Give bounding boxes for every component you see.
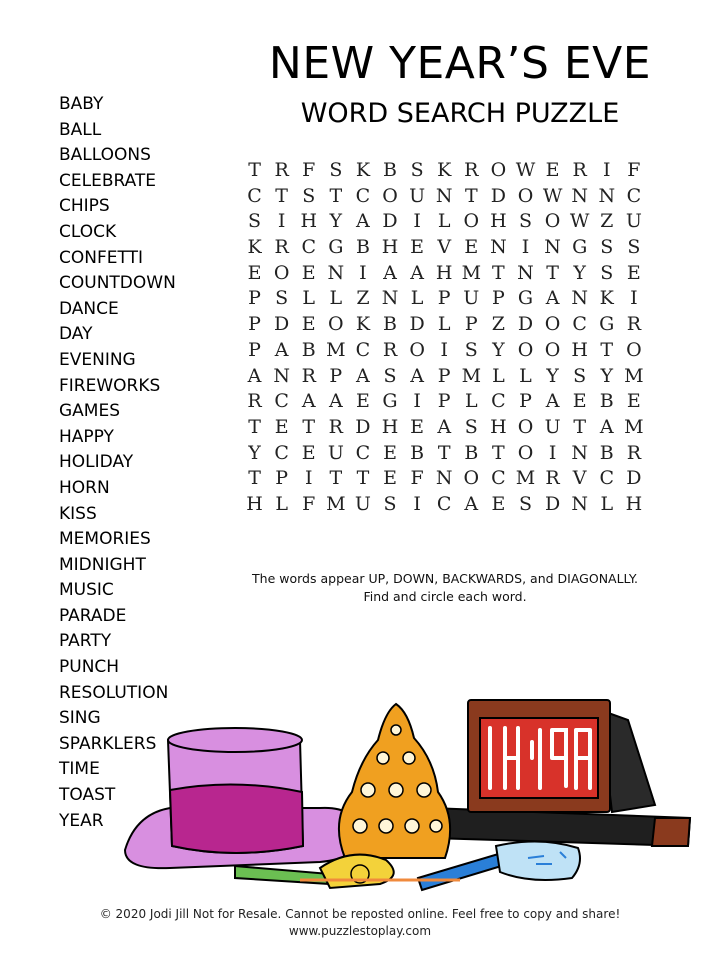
word-list-item: MUSIC	[59, 580, 114, 601]
grid-letter: Y	[600, 364, 614, 387]
grid-letter: B	[301, 338, 316, 361]
grid-letter: G	[599, 313, 615, 336]
grid-letter: R	[328, 415, 343, 438]
word-list-item: MIDNIGHT	[59, 554, 146, 575]
grid-letter: C	[626, 184, 642, 207]
grid-letter: K	[437, 159, 452, 181]
grid-letter: T	[248, 415, 261, 438]
grid-letter: N	[571, 287, 588, 310]
word-list-item: HORN	[59, 477, 110, 498]
grid-letter: I	[603, 159, 611, 181]
grid-letter: R	[274, 236, 289, 259]
grid-letter: O	[544, 338, 561, 361]
grid-letter: N	[571, 441, 588, 464]
grid-letter: E	[572, 390, 587, 413]
grid-letter: H	[571, 338, 588, 361]
grid-letter: I	[413, 492, 421, 515]
grid-letter: P	[519, 390, 532, 413]
grid-letter: T	[248, 467, 261, 490]
grid-letter: O	[626, 338, 642, 361]
word-list-item: BALLOONS	[59, 145, 151, 166]
word-list-item: CONFETTI	[59, 247, 143, 268]
grid-letter: K	[247, 236, 262, 259]
word-list-item: TOAST	[59, 785, 116, 806]
grid-letter: E	[301, 313, 316, 336]
grid-letter: W	[569, 210, 590, 233]
grid-letter: F	[627, 159, 641, 181]
grid-letter: H	[490, 415, 507, 438]
grid-letter: G	[572, 236, 588, 259]
grid-letter: Y	[329, 210, 343, 233]
grid-letter: A	[410, 261, 424, 284]
grid-letter: N	[327, 261, 345, 284]
grid-letter: M	[624, 415, 644, 438]
grid-letter: D	[355, 415, 371, 438]
grid-letter: O	[409, 338, 425, 361]
grid-letter: P	[437, 364, 451, 387]
grid-letter: P	[275, 467, 289, 490]
grid-letter: T	[275, 184, 288, 207]
grid-letter: R	[545, 467, 560, 490]
grid-letter: D	[517, 313, 534, 336]
grid-letter: H	[246, 492, 263, 515]
word-list-item: PARTY	[59, 631, 112, 652]
grid-letter: A	[383, 261, 397, 284]
grid-letter: H	[381, 415, 399, 438]
grid-letter: K	[355, 313, 371, 336]
grid-letter: O	[328, 313, 344, 336]
grid-letter: E	[274, 415, 289, 438]
grid-letter: N	[517, 261, 534, 284]
grid-letter: I	[521, 236, 530, 259]
grid-letter: L	[410, 287, 424, 310]
grid-letter: M	[515, 467, 536, 490]
word-list-item: RESOLUTION	[59, 682, 169, 703]
grid-letter: S	[383, 364, 397, 387]
grid-letter: L	[275, 492, 288, 515]
grid-letter: W	[542, 184, 563, 207]
grid-letter: L	[329, 287, 343, 310]
grid-letter: S	[518, 210, 532, 233]
grid-letter: L	[519, 364, 532, 387]
word-list-item: CELEBRATE	[59, 170, 157, 191]
grid-letter: O	[517, 184, 534, 207]
cookie-tower	[339, 704, 450, 858]
grid-letter: N	[273, 364, 290, 387]
grid-letter: G	[517, 287, 534, 310]
grid-letter: Y	[248, 441, 261, 464]
grid-letter: O	[382, 184, 398, 207]
word-list-item: MEMORIES	[59, 529, 151, 550]
word-list-item: BABY	[59, 94, 104, 114]
footer	[0, 906, 720, 940]
grid-letter: E	[383, 467, 397, 490]
grid-letter: N	[598, 184, 616, 207]
grid-letter: U	[354, 492, 371, 515]
grid-letter: C	[247, 184, 262, 207]
grid-letter: G	[382, 390, 398, 413]
word-list-item: CLOCK	[59, 221, 117, 242]
grid-letter: N	[544, 236, 561, 259]
puzzle-title: NEW YEAR’S EVE	[268, 38, 652, 89]
grid-letter: L	[302, 287, 316, 310]
grid-letter: H	[625, 492, 643, 515]
grid-letter: O	[517, 415, 534, 438]
grid-letter: T	[248, 159, 261, 181]
grid-letter: E	[301, 261, 316, 284]
instructions-line-1: The words appear UP, DOWN, BACKWARDS, and DIAGONALLY.	[252, 571, 638, 586]
grid-letter: S	[573, 364, 587, 387]
grid-letter: A	[464, 492, 479, 515]
copyright-text: © 2020 Jodi Jill Not for Resale. Cannot be reposted online. Feel free to copy and share!	[99, 907, 621, 921]
grid-letter: P	[437, 287, 451, 310]
word-list-item: EVENING	[59, 349, 136, 370]
grid-letter: A	[274, 338, 289, 361]
grid-letter: D	[274, 313, 290, 336]
word-list-item: FIREWORKS	[59, 375, 161, 396]
grid-letter: F	[410, 467, 424, 490]
instructions-line-2: Find and circle each word.	[363, 589, 527, 604]
grid-letter: T	[437, 441, 451, 464]
grid-letter: B	[464, 441, 479, 464]
grid-letter: U	[463, 287, 480, 310]
grid-letter: Z	[356, 287, 370, 310]
grid-letter: P	[437, 390, 451, 413]
word-list-item: BALL	[59, 119, 102, 140]
word-list-item: KISS	[59, 503, 97, 524]
grid-letter: T	[573, 415, 587, 438]
grid-letter: N	[435, 184, 453, 207]
grid-letter: C	[599, 467, 615, 490]
grid-letter: A	[247, 364, 262, 387]
digital-clock	[468, 700, 655, 812]
grid-letter: S	[275, 287, 289, 310]
grid-letter: S	[410, 159, 424, 181]
grid-letter: O	[490, 159, 507, 181]
grid-letter: C	[436, 492, 452, 515]
grid-letter: P	[464, 313, 478, 336]
grid-letter: L	[464, 390, 478, 413]
clock-digits	[490, 728, 590, 788]
grid-letter: T	[600, 338, 614, 361]
grid-letter: C	[274, 441, 289, 464]
grid-letter: H	[300, 210, 318, 233]
grid-letter: A	[437, 415, 452, 438]
word-list-item: HAPPY	[59, 426, 114, 447]
grid-letter: B	[355, 236, 370, 259]
grid-letter: E	[626, 390, 641, 413]
word-list-item: SPARKLERS	[59, 733, 157, 754]
grid-letter: H	[381, 236, 399, 259]
puzzle-subtitle: WORD SEARCH PUZZLE	[300, 98, 620, 129]
grid-letter: B	[383, 313, 397, 336]
grid-letter: S	[518, 492, 532, 515]
word-list-item: GAMES	[59, 401, 121, 422]
grid-letter: K	[599, 287, 614, 310]
grid-letter: M	[461, 261, 482, 284]
grid-letter: E	[301, 441, 316, 464]
grid-letter: C	[572, 313, 587, 336]
grid-letter: D	[626, 467, 642, 490]
grid-letter: B	[599, 390, 614, 413]
grid-letter: I	[548, 441, 557, 464]
grid-letter: R	[382, 338, 398, 361]
grid-letter: C	[274, 390, 289, 413]
grid-letter: N	[571, 184, 588, 207]
grid-letter: S	[627, 236, 641, 259]
grid-letter: T	[329, 184, 343, 207]
grid-letter: I	[277, 210, 286, 233]
grid-letter: O	[544, 313, 561, 336]
grid-letter: C	[491, 467, 506, 490]
grid-letter: I	[413, 390, 421, 413]
grid-letter: A	[328, 390, 343, 413]
grid-letter: R	[626, 441, 642, 464]
grid-letter: C	[355, 338, 371, 361]
grid-letter: T	[464, 184, 478, 207]
grid-letter: D	[382, 210, 398, 233]
grid-letter: M	[461, 364, 482, 387]
grid-letter: E	[355, 390, 370, 413]
grid-letter: E	[410, 236, 425, 259]
grid-letter: S	[383, 492, 397, 515]
grid-letter: L	[600, 492, 614, 515]
grid-letter: I	[440, 338, 448, 361]
grid-letter: T	[492, 441, 505, 464]
grid-letter: E	[626, 261, 641, 284]
grid-letter: C	[301, 236, 316, 259]
grid-letter: T	[356, 467, 370, 490]
word-list-item: HOLIDAY	[59, 452, 134, 473]
grid-letter: C	[491, 390, 506, 413]
grid-letter: D	[490, 184, 506, 207]
grid-letter: M	[326, 492, 346, 515]
grid-letter: R	[274, 159, 289, 181]
grid-letter: P	[248, 313, 261, 336]
grid-letter: V	[572, 467, 587, 490]
grid-letter: I	[304, 467, 313, 490]
grid-letter: O	[463, 467, 480, 490]
word-list-item: PUNCH	[59, 657, 120, 678]
grid-letter: B	[599, 441, 614, 464]
grid-letter: B	[383, 159, 397, 181]
grid-letter: U	[625, 210, 642, 233]
top-hat	[125, 728, 360, 868]
grid-letter: R	[572, 159, 587, 181]
grid-letter: Z	[491, 313, 505, 336]
grid-letter: O	[273, 261, 290, 284]
grid-letter: I	[630, 287, 638, 310]
base-end	[652, 818, 690, 846]
grid-letter: G	[328, 236, 344, 259]
grid-letter: U	[409, 184, 426, 207]
grid-letter: A	[545, 287, 560, 310]
website-url: www.puzzlestoplay.com	[288, 924, 432, 938]
grid-letter: U	[544, 415, 561, 438]
word-list-item: YEAR	[59, 810, 104, 831]
clock-base	[430, 808, 690, 846]
grid-letter: T	[546, 261, 559, 284]
grid-letter: P	[329, 364, 343, 387]
word-list-item: CHIPS	[59, 196, 110, 217]
grid-letter: W	[515, 159, 536, 181]
grid-letter: S	[302, 184, 316, 207]
grid-letter: N	[381, 287, 399, 310]
grid-letter: E	[383, 441, 397, 464]
grid-letter: P	[248, 338, 261, 361]
grid-letter: S	[248, 210, 262, 233]
grid-letter: N	[490, 236, 507, 259]
word-list-item: TIME	[59, 759, 100, 780]
grid-letter: R	[626, 313, 642, 336]
word-list-item: COUNTDOWN	[59, 273, 176, 294]
grid-letter: H	[490, 210, 507, 233]
grid-letter: C	[355, 441, 371, 464]
grid-letter: Y	[492, 338, 505, 361]
base-bar	[430, 808, 690, 846]
grid-letter: S	[600, 261, 614, 284]
word-list-item: DANCE	[59, 298, 119, 319]
grid-letter: M	[326, 338, 346, 361]
grid-letter: K	[355, 159, 371, 181]
grid-letter: I	[413, 210, 421, 233]
grid-letter: Y	[573, 261, 586, 284]
grid-letter: F	[302, 159, 316, 181]
hat-top	[168, 728, 302, 752]
grid-letter: I	[359, 261, 367, 284]
grid-letter: F	[302, 492, 316, 515]
grid-letter: S	[600, 236, 614, 259]
grid-letter: A	[599, 415, 614, 438]
grid-letter: S	[329, 159, 343, 181]
grid-letter: A	[410, 364, 424, 387]
grid-letter: O	[517, 338, 534, 361]
grid-letter: O	[463, 210, 480, 233]
grid-letter: E	[491, 492, 506, 515]
grid-letter: E	[545, 159, 560, 181]
grid-letter: U	[327, 441, 344, 464]
grid-letter: T	[329, 467, 343, 490]
grid-letter: N	[435, 467, 453, 490]
grid-letter: T	[302, 415, 316, 438]
grid-letter: S	[464, 338, 478, 361]
grid-letter: A	[545, 390, 560, 413]
grid-letter: Z	[600, 210, 614, 233]
grid-letter: C	[355, 184, 371, 207]
grid-letter: D	[409, 313, 425, 336]
grid-letter: P	[491, 287, 505, 310]
grid-letter: Y	[546, 364, 559, 387]
grid-letter: A	[356, 210, 370, 233]
grid-letter: O	[544, 210, 561, 233]
grid-letter: L	[437, 313, 451, 336]
hat-band	[170, 784, 303, 853]
word-list-item: PARADE	[59, 605, 127, 626]
word-list-item: DAY	[59, 324, 93, 345]
grid-letter: R	[464, 159, 479, 181]
grid-letter: L	[437, 210, 451, 233]
grid-letter: E	[247, 261, 262, 284]
grid-letter: R	[247, 390, 262, 413]
grid-letter: M	[624, 364, 644, 387]
word-list-item: SING	[59, 708, 101, 729]
grid-letter: A	[301, 390, 316, 413]
grid-letter: O	[517, 441, 534, 464]
grid-letter: H	[435, 261, 453, 284]
grid-letter: B	[410, 441, 425, 464]
grid-letter: S	[464, 415, 478, 438]
grid-letter: E	[464, 236, 479, 259]
grid-letter: V	[437, 236, 452, 259]
grid-letter: D	[544, 492, 561, 515]
horn-blue-bell	[496, 841, 580, 880]
grid-letter: P	[248, 287, 261, 310]
grid-letter: E	[410, 415, 425, 438]
grid-letter: R	[301, 364, 316, 387]
grid-letter: A	[356, 364, 370, 387]
grid-letter: N	[571, 492, 588, 515]
grid-letter: L	[492, 364, 505, 387]
grid-letter: T	[492, 261, 505, 284]
